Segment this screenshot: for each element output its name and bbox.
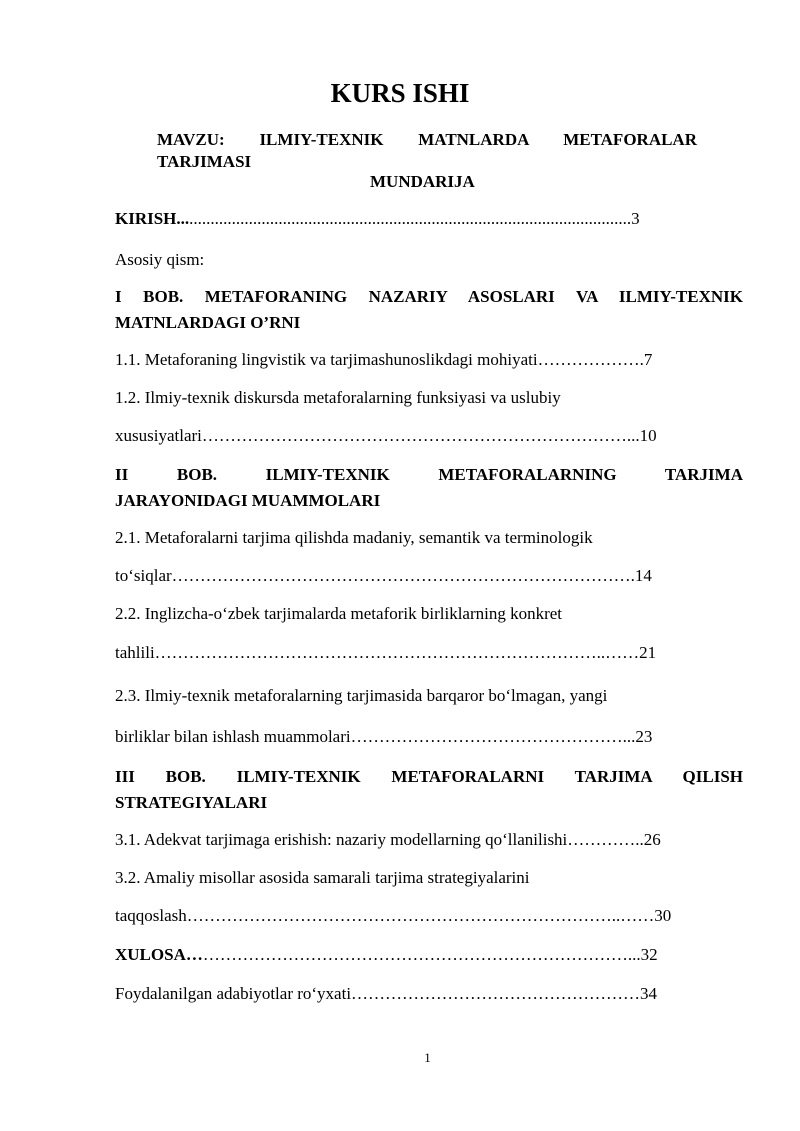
intro-label: KIRISH... xyxy=(115,209,190,228)
intro-dots: ........................................................................................................3 xyxy=(189,209,640,228)
subject-line-1: MAVZU: ILMIY-TEXNIK MATNLARDA METAFORALAR xyxy=(157,130,697,149)
subject-line-2: TARJIMASI xyxy=(157,152,252,171)
contents-heading: MUNDARIJA xyxy=(370,172,475,191)
toc-chapter-3 xyxy=(115,764,743,816)
toc-entry-2-2-line-1: 2.2. Inglizcha-o‘zbek tarjimalarda metaforik birliklarning konkret xyxy=(115,604,563,623)
toc-entry-references: Foydalanilgan adabiyotlar ro‘yxati……………………………………………34 xyxy=(115,984,658,1003)
subject-heading xyxy=(157,129,697,173)
toc-entry-1-2-line-1: 1.2. Ilmiy-texnik diskursda metaforalarning funksiyasi va uslubiy xyxy=(115,388,561,407)
page-number: 1 xyxy=(424,1050,431,1065)
toc-chapter-1 xyxy=(115,284,743,336)
chapter-3-line-1: III BOB. ILMIY-TEXNIK METAFORALARNI TARJIMA QILISH xyxy=(115,767,743,786)
toc-entry-intro xyxy=(115,209,640,229)
toc-entry-3-2-line-2: taqqoslash…………………………………………………………………..……30 xyxy=(115,906,672,925)
main-part-label: Asosiy qism: xyxy=(115,250,205,269)
document-title: KURS ISHI xyxy=(330,78,470,108)
conclusion-label: XULOSA… xyxy=(115,945,203,964)
toc-entry-2-3-line-1: 2.3. Ilmiy-texnik metaforalarning tarjimasida barqaror bo‘lmagan, yangi xyxy=(115,686,608,705)
toc-entry-2-2-line-2: tahlili……………………………………………………………………..……21 xyxy=(115,643,657,662)
chapter-2-line-2: JARAYONIDAGI MUAMMOLARI xyxy=(115,491,381,510)
toc-entry-3-1: 3.1. Adekvat tarjimaga erishish: nazariy modellarning qo‘llanilishi…………..26 xyxy=(115,830,661,849)
chapter-1-line-2: MATNLARDAGI O’RNI xyxy=(115,313,301,332)
toc-entry-3-2-line-1: 3.2. Amaliy misollar asosida samarali tarjima strategiyalarini xyxy=(115,868,530,887)
toc-chapter-2 xyxy=(115,462,743,514)
toc-entry-1-1: 1.1. Metaforaning lingvistik va tarjimashunoslikdagi mohiyati……………….7 xyxy=(115,350,653,369)
conclusion-dots: …………………………………………………………………...32 xyxy=(202,945,658,964)
toc-entry-2-3-line-2: birliklar bilan ishlash muammolari…………………………………………...23 xyxy=(115,727,653,746)
toc-entry-conclusion xyxy=(115,945,658,965)
chapter-3-line-2: STRATEGIYALARI xyxy=(115,793,268,812)
toc-entry-2-1-line-2: to‘siqlar……………………………………………………………………….14 xyxy=(115,566,652,585)
toc-entry-1-2-line-2: xususiyatlari…………………………………………………………………...10 xyxy=(115,426,657,445)
chapter-1-line-1: I BOB. METAFORANING NAZARIY ASOSLARI VA ILMIY-TEXNIK xyxy=(115,287,743,306)
toc-entry-2-1-line-1: 2.1. Metaforalarni tarjima qilishda madaniy, semantik va terminologik xyxy=(115,528,593,547)
chapter-2-line-1: II BOB. ILMIY-TEXNIK METAFORALARNING TARJIMA xyxy=(115,465,743,484)
